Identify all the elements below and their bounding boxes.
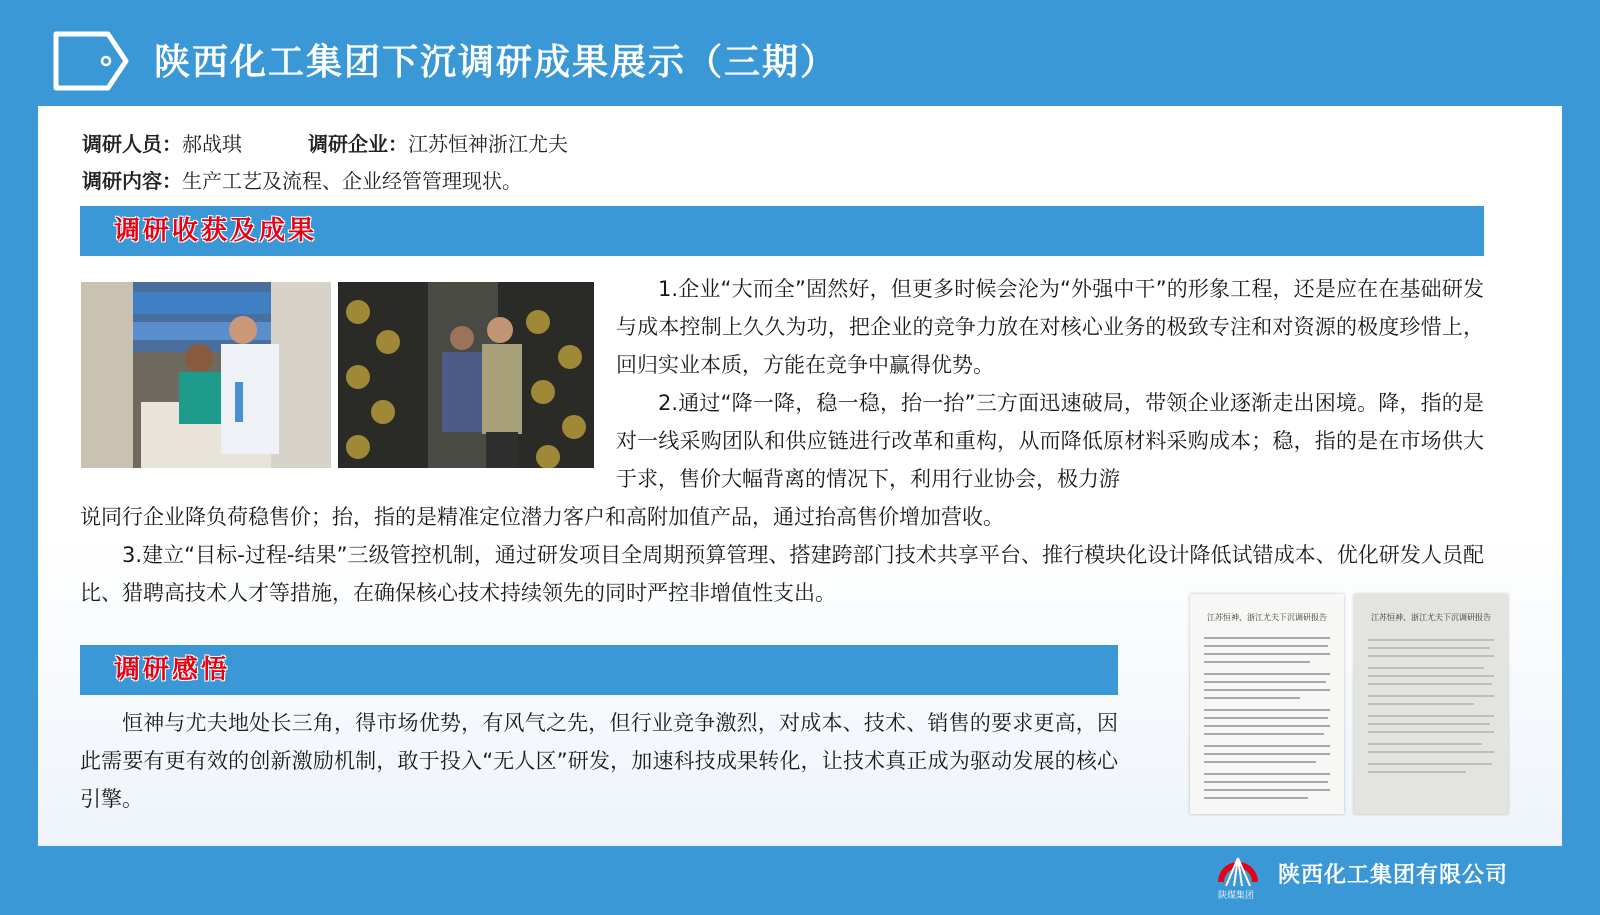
- content-panel: [38, 106, 1562, 846]
- info-row-2: [82, 167, 522, 195]
- research-photo-2: [338, 282, 594, 468]
- doc1-title: 江苏恒神、浙江尤夫下沉调研报告: [1207, 613, 1327, 622]
- content-label: 调研内容：: [82, 169, 182, 193]
- content-value: 生产工艺及流程、企业经管管理现状。: [182, 169, 522, 193]
- section-title-insights: 调研感悟: [114, 655, 231, 685]
- insights-paragraph: 恒神与尤夫地处长三角，得市场优势，有风气之先，但行业竞争激烈，对成本、技术、销售的要求更高，因此需要有更有效的创新激励机制，敢于投入“无人区”研发，加速科技成果转化，让技术真正成为驱动发展的核心引擎。: [80, 711, 1118, 811]
- section-bar-insights: [80, 645, 1118, 695]
- result-item-1: 1.企业“大而全”固然好，但更多时候会沦为“外强中干”的形象工程，还是应在在基础研发与成本控制上久久为功，把企业的竞争力放在对核心业务的极致专注和对资源的极度珍惜上，回归实业本质，方能在竞争中赢得优势。: [616, 277, 1484, 377]
- result-item-2-cont: 说同行企业降负荷稳售价；抬，指的是精准定位潜力客户和高附加值产品，通过抬高售价增加营收。: [80, 505, 1004, 529]
- results-paragraphs-right: [616, 270, 1484, 498]
- section-title-results: 调研收获及成果: [114, 216, 318, 246]
- researcher-label: 调研人员：: [82, 132, 182, 156]
- header: [0, 0, 1600, 104]
- insights-paragraph-block: [80, 704, 1118, 818]
- logo-subtitle: 陕煤集团: [1218, 891, 1255, 901]
- info-row-1: [82, 130, 568, 158]
- tag-icon: [52, 30, 130, 92]
- section-bar-results: [80, 206, 1484, 256]
- page-title: 陕西化工集团下沉调研成果展示（三期）: [154, 42, 839, 83]
- company-value: 江苏恒神浙江尤夫: [408, 132, 568, 156]
- result-item-3: 3.建立“目标-过程-结果”三级管控机制，通过研发项目全周期预算管理、搭建跨部门技术共享平台、推行模块化设计降低试错成本、优化研发人员配比、猎聘高技术人才等措施，在确保核心技术持续领先的同时严控非增值性支出。: [80, 543, 1484, 605]
- company-label: 调研企业：: [308, 132, 408, 156]
- doc2-title: 江苏恒神、浙江尤夫下沉调研报告: [1371, 613, 1491, 622]
- company-name: 陕西化工集团有限公司: [1278, 863, 1509, 888]
- researcher-value: 郝战琪: [182, 132, 242, 156]
- report-document-2: [1354, 594, 1508, 814]
- report-document-1: [1190, 594, 1344, 814]
- result-item-2: 2.通过“降一降，稳一稳，抬一抬”三方面迅速破局，带领企业逐渐走出困境。降，指的是对一线采购团队和供应链进行改革和重构，从而降低原材料采购成本；稳，指的是在市场供大于求，售价大幅背离的情况下，利用行业协会，极力游: [616, 391, 1484, 491]
- research-photo-1: [81, 282, 331, 468]
